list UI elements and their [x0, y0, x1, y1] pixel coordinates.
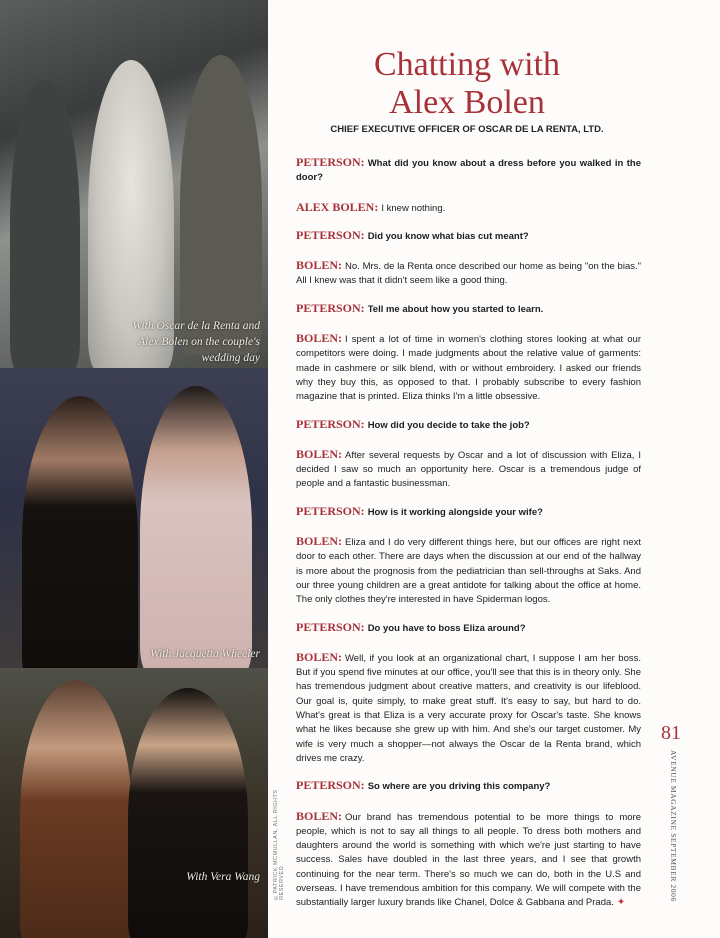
page-number: 81	[661, 722, 681, 744]
answer-text: I spent a lot of time in women's clothing stores looking at what our competitors were doing. I made judgments about the relative value of garments: made in cashmere or silk blend, with or without embroidery. I asked our friends why they buy this, as opposed to that. I probably subscribe to every fashion magazine that is printed. Eliza thinks I'm a little obsessive.	[296, 334, 641, 403]
title-line-1: Chatting with	[373, 46, 561, 83]
photo-caption-vera-wang: With Vera Wang	[186, 871, 260, 883]
interview-question	[296, 778, 641, 794]
interview-question	[296, 504, 641, 520]
speaker-label: BOLEN:	[296, 331, 343, 346]
man-right-figure	[180, 55, 262, 355]
interview-body	[296, 155, 641, 923]
interview-question	[296, 620, 641, 636]
interview-answer	[296, 331, 641, 404]
interview-question	[296, 228, 641, 244]
article-subtitle: CHIEF EXECUTIVE OFFICER OF OSCAR DE LA RENTA, LTD.	[330, 124, 604, 135]
interview-question	[296, 417, 641, 433]
interview-answer	[296, 258, 641, 289]
speaker-label: BOLEN:	[296, 446, 343, 461]
question-text: So where are you driving this company?	[367, 781, 551, 793]
speaker-label: BOLEN:	[296, 258, 343, 273]
wedding-photo	[0, 0, 268, 368]
question-text: How is it working alongside your wife?	[367, 506, 543, 518]
speaker-label: PETERSON:	[296, 619, 365, 634]
answer-text: Eliza and I do very different things here, but our offices are right next door to each other. There are days when the discussion at our end of the hallway is more about the prognosis from the pediatrician than sell-throughs at Saks. And our three young children are a great antidote for talking about the office at home. The only clothes they're interested in have Spiderman logos.	[296, 537, 641, 606]
interview-answer	[296, 534, 641, 607]
running-footer: AVENUE MAGAZINE SEPTEMBER 2006	[669, 750, 678, 902]
interview-answer	[296, 809, 641, 911]
speaker-label: PETERSON:	[296, 155, 365, 169]
answer-text: Our brand has tremendous potential to be more things to more people, which is not to say all things to all people. To dress both mothers and daughters around the world is something with which we're just starting to have success. Sales have doubled in the last three years, and I see that growth continuing for the near term. There's so much we can do, both in the U.S and overseas. I have tremendous ambition for this company. We will compete with the substantially larger luxury brands like Chanel, Dolce & Gabbana and Prada.	[296, 811, 641, 909]
speaker-label: PETERSON:	[296, 503, 365, 518]
photo-caption-wedding: With Oscar de la Renta and Alex Bolen on the couple's wedding day	[132, 320, 260, 364]
answer-text: After several requests by Oscar and a lot of discussion with Eliza, I decided I saw so much an opportunity here. Oscar is a tremendous judge of people and a fantastic businessman.	[296, 449, 641, 490]
interview-answer	[296, 650, 641, 766]
man-left-figure	[10, 80, 80, 368]
interview-question	[296, 301, 641, 317]
woman-lace-dress-figure	[22, 396, 138, 668]
article-title	[296, 46, 638, 122]
speaker-label: BOLEN:	[296, 649, 343, 664]
speaker-label: PETERSON:	[296, 227, 365, 242]
question-text: How did you decide to take the job?	[367, 419, 530, 431]
speaker-label: ALEX BOLEN:	[296, 199, 379, 214]
title-line-2: Alex Bolen	[389, 84, 545, 121]
answer-text: I knew nothing.	[381, 202, 446, 214]
photo-credit: ©PATRICK MCMULLAN, ALL RIGHTS RESERVED	[273, 789, 285, 900]
jacquetta-photo	[0, 368, 268, 668]
question-text: Did you know what bias cut meant?	[367, 230, 529, 242]
end-mark-icon: ✦	[616, 897, 626, 909]
speaker-label: BOLEN:	[296, 534, 343, 549]
question-text: What did you know about a dress before you walked in the door?	[296, 158, 641, 184]
vera-wang-figure	[128, 688, 248, 938]
speaker-label: BOLEN:	[296, 808, 343, 823]
question-text: Do you have to boss Eliza around?	[367, 622, 526, 634]
speaker-label: PETERSON:	[296, 416, 365, 431]
photo-caption-jacquetta: With Jacquetta Wheeler	[150, 648, 260, 660]
vera-wang-photo	[0, 668, 268, 938]
answer-text: No. Mrs. de la Renta once described our home as being "on the bias." All I knew was that it didn't seem like a good thing.	[296, 261, 641, 287]
interview-answer	[296, 447, 641, 492]
speaker-label: PETERSON:	[296, 778, 365, 793]
question-text: Tell me about how you started to learn.	[367, 303, 544, 315]
speaker-label: PETERSON:	[296, 300, 365, 315]
answer-text: Well, if you look at an organizational chart, I suppose I am her boss. But if you spend five minutes at our office, you'll see that this is in theory only. She has tremendous judgment about creative matters, and creativity is our lifeblood. Our goal is, quite simply, to make great stuff. It's easy to say, but hard to do. What's great is that Eliza is a very accurate proxy for Oscar's taste. She knows what he likes because she grew up with him. And she's our target customer. My wife is very much a shopper—not always the Oscar de la Renta brand, which drives me crazy.	[296, 652, 641, 764]
interview-answer	[296, 200, 641, 216]
woman-pink-dress-figure	[140, 386, 252, 668]
photo-column	[0, 0, 268, 938]
interview-question	[296, 155, 641, 186]
woman-brown-dress-figure	[20, 680, 132, 938]
